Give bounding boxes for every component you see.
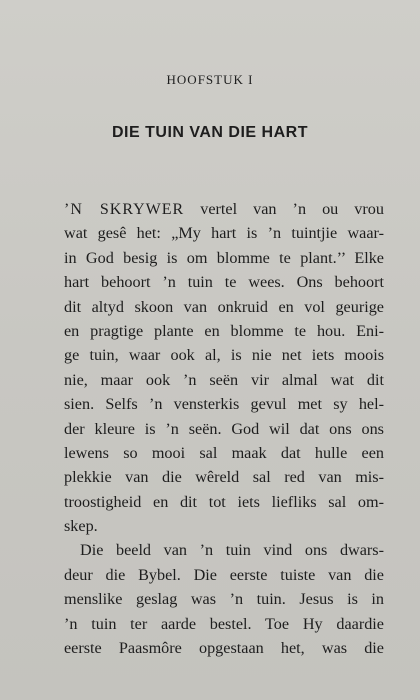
text-line: hart behoort ’n tuin te wees. Ons behoort [64,273,384,292]
text-line: in God besig is om blomme te plant.’’ Elke [64,248,384,267]
text-line: wat gesê het: „My hart is ’n tuintjie waar- [64,224,384,243]
text-line: troostigheid en dit tot iets liefliks sal om- [64,492,384,511]
chapter-title: DIE TUIN VAN DIE HART [112,124,308,141]
text-line: plekkie van die wêreld sal red van mis- [64,468,384,487]
chapter-heading: HOOFSTUK I [166,72,254,87]
text-line: sien. Selfs ’n vensterkis gevul met sy hel- [64,395,384,414]
text-line-segment: vertel van ’n ou vrou [184,200,384,218]
text-line: menslike geslag was ’n tuin. Jesus is in [64,590,384,609]
text-line: deur die Bybel. Die eerste tuiste van die [64,565,384,584]
text-line: ge tuin, waar ook al, is nie net iets moois [64,346,384,365]
text-line: ’n tuin ter aarde bestel. Toe Hy daardie [64,614,384,633]
text-line: nie, maar ook ’n seën vir almal wat dit [64,370,384,389]
text-line: en pragtige plante en blomme te hou. Eni- [64,321,384,340]
text-line: eerste Paasmôre opgestaan het, was die [64,639,384,658]
text-line: skep. [64,517,98,536]
text-line: lewens so mooi sal maak dat hulle een [64,443,384,462]
text-line [64,197,384,221]
text-line: Die beeld van ’n tuin vind ons dwars- [80,541,384,560]
text-line: der kleure is ’n seën. God wil dat ons ons [64,419,384,438]
body-text [64,197,384,660]
opening-caps: ’N SKRYWER [64,201,185,218]
text-line: dit altyd skoon van onkruid en vol geurige [64,297,384,316]
